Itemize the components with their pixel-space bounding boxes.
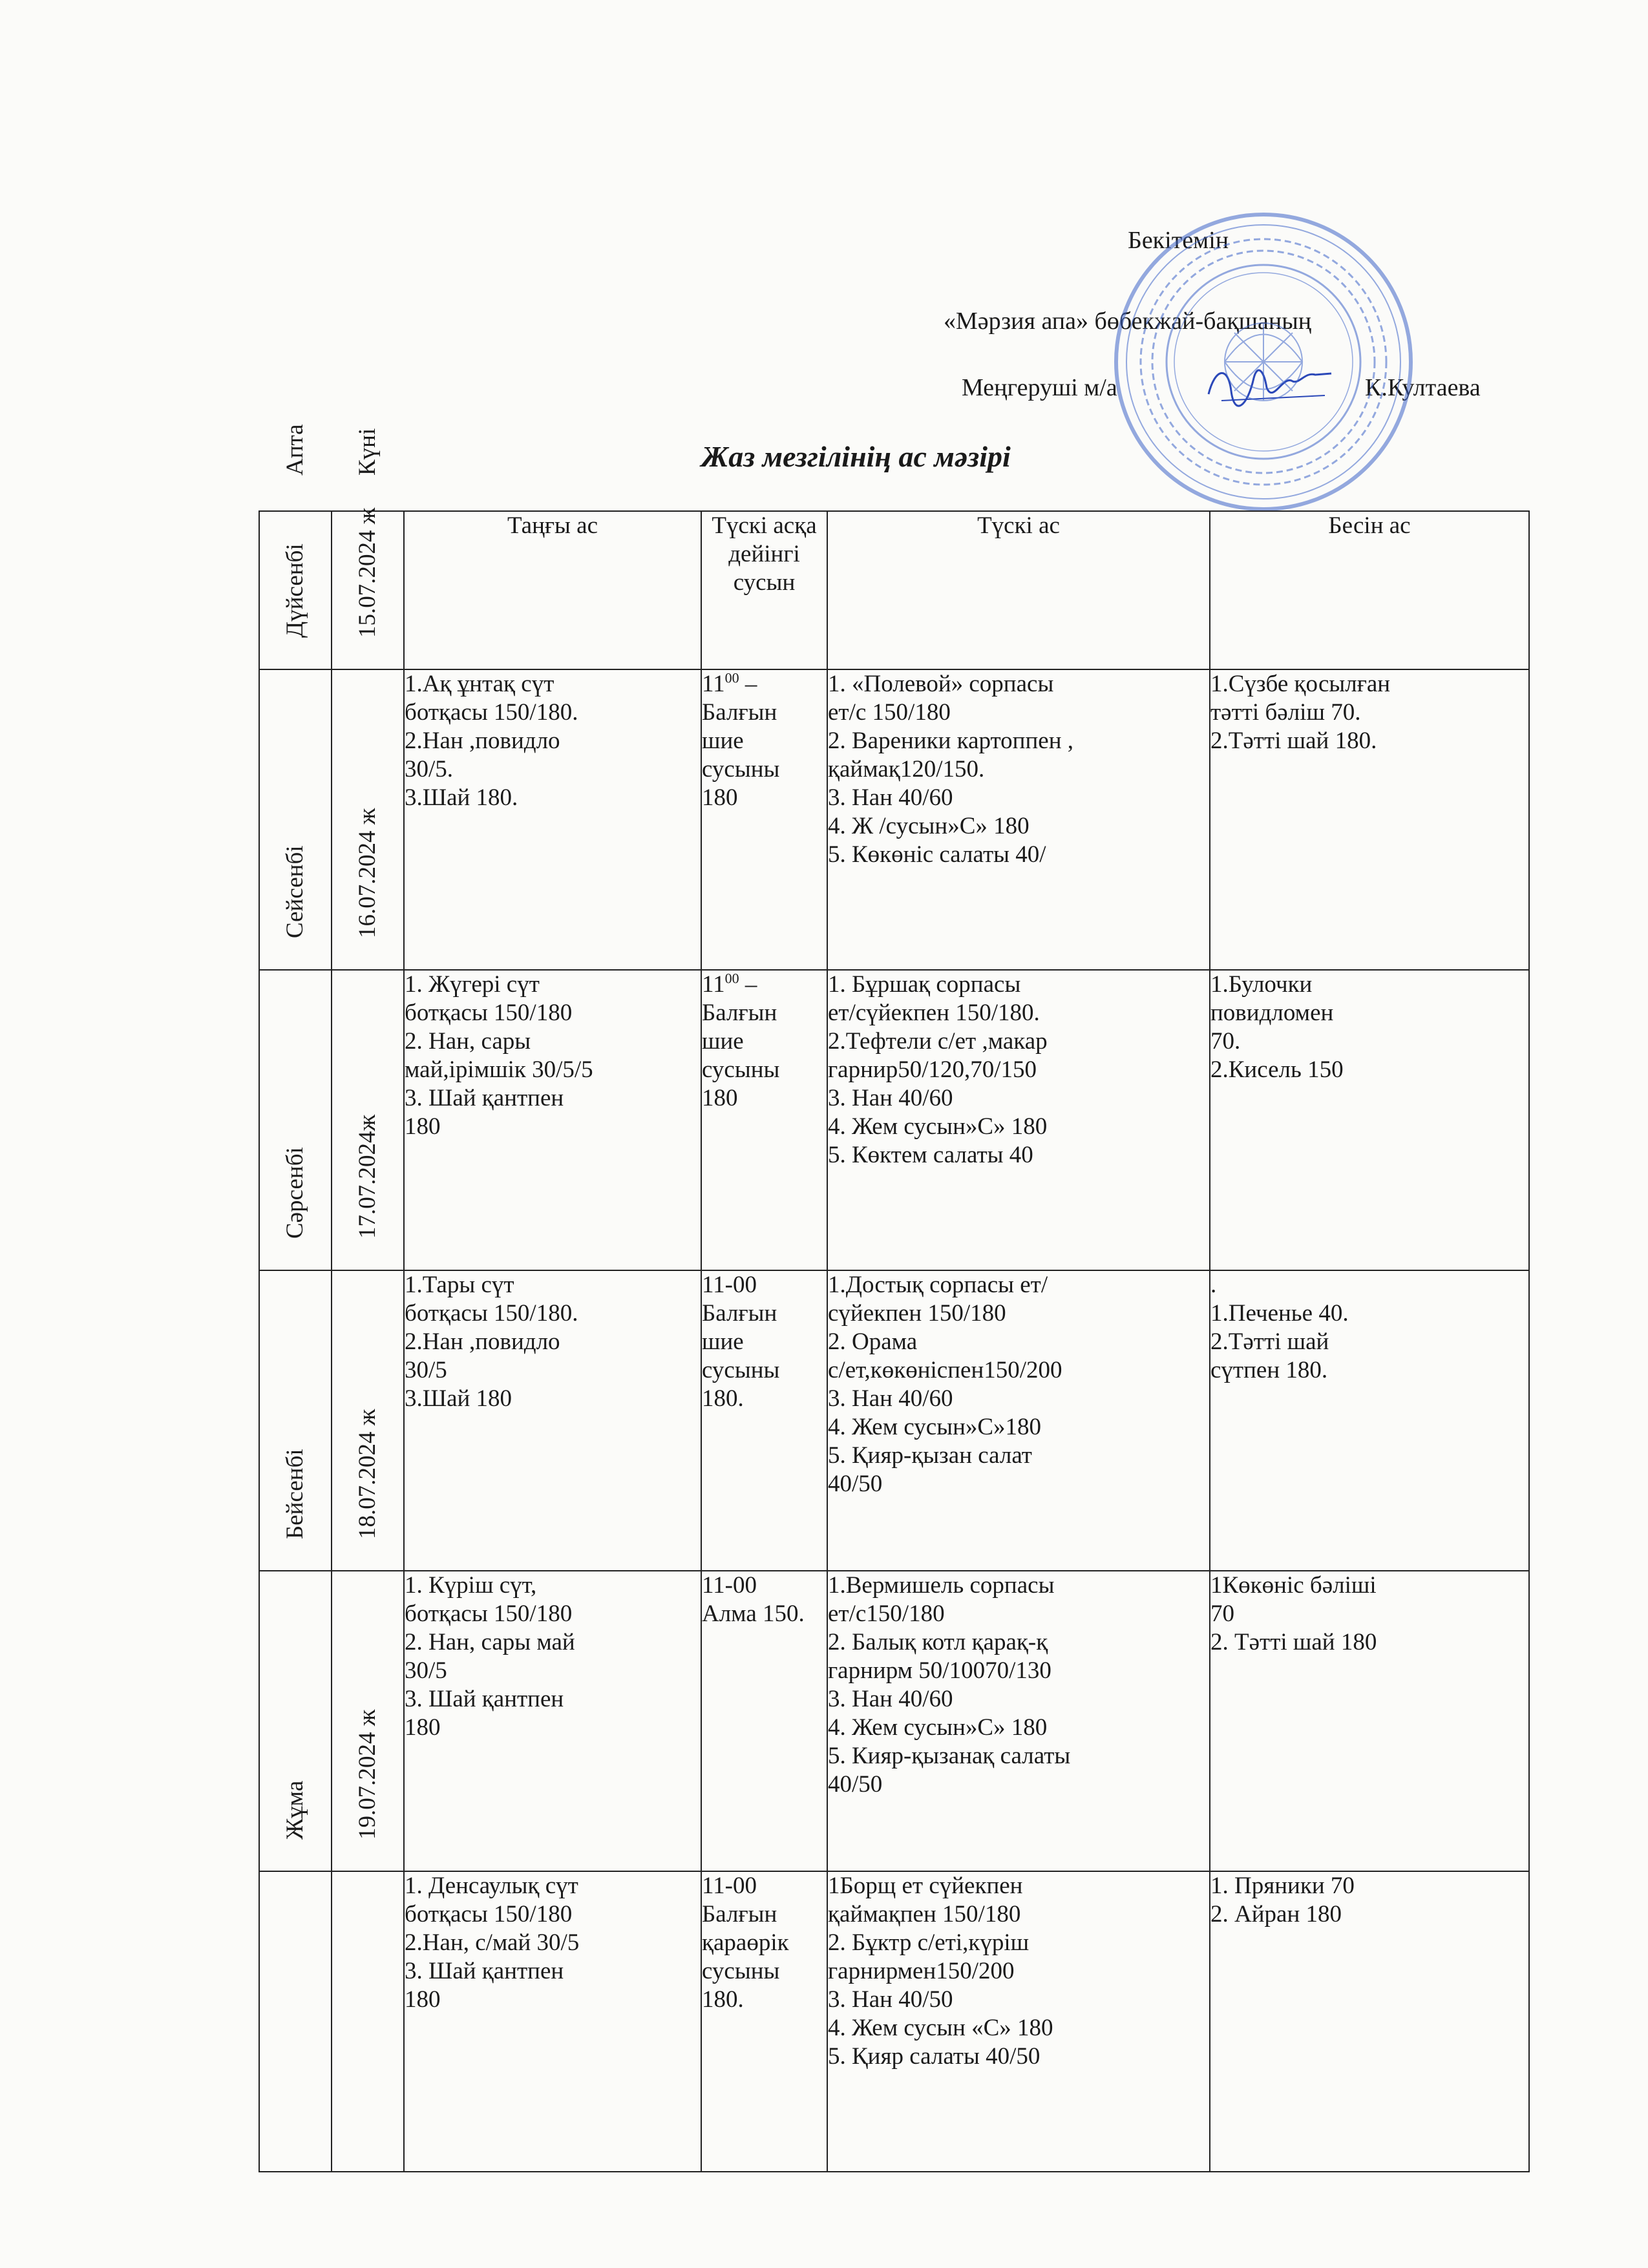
list-item: 2. Тәтті шай 180 [1210, 1629, 1377, 1655]
list-item: қараөрік [702, 1929, 789, 1956]
lunch-cell [827, 1270, 1210, 1571]
list-item: 1.Достық сорпасы ет/ [828, 1272, 1048, 1298]
list-item: 4. Жем сусын»С» 180 [828, 1113, 1048, 1140]
list-item: 3.Шай 180 [405, 1385, 512, 1412]
list-item: 3.Шай 180. [405, 784, 518, 811]
list-item: ботқасы 150/180. [405, 1300, 578, 1327]
list-item: сусыны [702, 1357, 780, 1383]
header-lunch: Түскі ас [827, 511, 1210, 669]
list-item: 180 [702, 784, 738, 811]
drink-time: 11-00 [702, 1572, 757, 1599]
drink-time: $11^{00}$ – [702, 970, 757, 998]
list-item: гарнир50/120,70/150 [828, 1056, 1037, 1083]
list-item: 3. Шай қантпен [405, 1958, 564, 1984]
list-item: 3. Нан 40/50 [828, 1986, 953, 2013]
approval-title: Бекітемін [1128, 227, 1229, 254]
list-item: сусыны [702, 1056, 780, 1083]
list-item: 3. Нан 40/60 [828, 1085, 953, 1111]
lunch-cell [827, 669, 1210, 970]
drink-cell [701, 669, 827, 970]
approval-organization: «Мәрзия апа» бөбекжай-бақшаның [944, 308, 1312, 335]
date-cell: 17.07.2024ж [332, 1270, 404, 1571]
drink-cell [701, 1270, 827, 1571]
list-item: сусыны [702, 1958, 780, 1984]
list-item: 1. Бұршақ сорпасы [828, 971, 1021, 998]
list-item: 40/50 [828, 1771, 883, 1798]
snack-cell [1210, 669, 1529, 970]
table-row [259, 669, 1529, 970]
list-item: 2. Нан, сары [405, 1028, 531, 1055]
list-item: ет/с 150/180 [828, 699, 951, 726]
snack-cell [1210, 1270, 1529, 1571]
list-item: 3. Нан 40/60 [828, 784, 953, 811]
list-item: гарнирм 50/10070/130 [828, 1657, 1051, 1684]
table-row [259, 1571, 1529, 1871]
lunch-cell [827, 1571, 1210, 1871]
list-item: 180. [702, 1986, 744, 2013]
list-item: шие [702, 1028, 744, 1055]
list-item: 1.Печенье 40. [1210, 1300, 1349, 1327]
list-item: 1. «Полевой» сорпасы [828, 671, 1054, 697]
list-item: тәтті бәліш 70. [1210, 699, 1361, 726]
lunch-cell [827, 970, 1210, 1270]
date-cell: 16.07.2024 ж [332, 970, 404, 1270]
list-item: сүйекпен 150/180 [828, 1300, 1006, 1327]
date-cell: 18.07.2024 ж [332, 1571, 404, 1871]
list-item: 1.Вермишель сорпасы [828, 1572, 1055, 1599]
date-cell: 19.07.2024 ж [332, 1871, 404, 2172]
list-item: повидломен [1210, 1000, 1334, 1026]
list-item: 2. Орама [828, 1328, 918, 1355]
list-item: сусыны [702, 756, 780, 782]
breakfast-cell [404, 1871, 701, 2172]
list-item: 1.Тары сүт [405, 1272, 514, 1298]
header-row [259, 511, 1529, 669]
list-item: 70 [1210, 1601, 1234, 1627]
list-item: 2.Нан, с/май 30/5 [405, 1929, 580, 1956]
list-item: 3. Нан 40/60 [828, 1385, 953, 1412]
drink-time: 11-00 [702, 1873, 757, 1899]
week-day-cell: Бейсенбі [259, 1571, 332, 1871]
week-day-cell: Дүйсенбі [259, 669, 332, 970]
drink-cell [701, 1871, 827, 2172]
list-item: 1. Денсаулық сүт [405, 1873, 578, 1899]
header-week: Апта [259, 511, 332, 669]
list-item: 2.Кисель 150 [1210, 1056, 1344, 1083]
week-day-cell: Жұма [259, 1871, 332, 2172]
list-item: ботқасы 150/180. [405, 699, 578, 726]
list-item: гарнирмен150/200 [828, 1958, 1015, 1984]
list-item: 5. Кияр-қызанақ салаты [828, 1743, 1071, 1769]
list-item: . [1210, 1272, 1217, 1298]
list-item: 2.Нан ,повидло [405, 1328, 560, 1355]
table-row [259, 1871, 1529, 2172]
snack-cell [1210, 970, 1529, 1270]
list-item: 180 [405, 1714, 441, 1741]
list-item: Балғын [702, 1901, 777, 1927]
list-item: 2. Айран 180 [1210, 1901, 1342, 1927]
list-item: шие [702, 728, 744, 754]
list-item: 2. Бұктр с/еті,күріш [828, 1929, 1030, 1956]
list-item: Балғын [702, 699, 777, 726]
list-item: 2. Балық котл қарақ-қ [828, 1629, 1048, 1655]
list-item: 4. Ж /сусын»С» 180 [828, 813, 1030, 839]
list-item: 1.Сүзбе қосылған [1210, 671, 1391, 697]
breakfast-cell [404, 1571, 701, 1871]
header-breakfast: Таңғы ас [404, 511, 701, 669]
header-date: Күні [332, 511, 404, 669]
approval-name: К.Култаева [1365, 374, 1481, 401]
table-row [259, 970, 1529, 1270]
list-item: май,ірімшік 30/5/5 [405, 1056, 593, 1083]
list-item: шие [702, 1328, 744, 1355]
approval-position: Меңгеруші м/а [962, 374, 1117, 401]
week-day-cell: Сейсенбі [259, 970, 332, 1270]
list-item: 1.Булочки [1210, 971, 1313, 998]
list-item: 2.Тәтті шай 180. [1210, 728, 1377, 754]
list-item: сүтпен 180. [1210, 1357, 1328, 1383]
list-item: 4. Жем сусын «С» 180 [828, 2015, 1053, 2041]
drink-time: 11-00 [702, 1272, 757, 1298]
breakfast-cell [404, 669, 701, 970]
drink-cell [701, 1571, 827, 1871]
list-item: Алма 150. [702, 1601, 805, 1627]
list-item: 4. Жем сусын»С»180 [828, 1414, 1042, 1440]
list-item: 1Көкөніс бәліші [1210, 1572, 1377, 1599]
list-item: ботқасы 150/180 [405, 1901, 573, 1927]
date-cell: 15.07.2024 ж [332, 669, 404, 970]
list-item: 3. Шай қантпен [405, 1686, 564, 1712]
header-snack: Бесін ас [1210, 511, 1529, 669]
list-item: 3. Нан 40/60 [828, 1686, 953, 1712]
list-item: 2. Вареники картоппен , [828, 728, 1074, 754]
snack-cell [1210, 1871, 1529, 2172]
list-item: 30/5 [405, 1657, 447, 1684]
table-row [259, 1270, 1529, 1571]
list-item: 1. Күріш сүт, [405, 1572, 537, 1599]
header-drink: Түскі асқа дейінгі сусын [701, 511, 827, 669]
stamp-seal [1112, 210, 1415, 514]
list-item: 180 [405, 1986, 441, 2013]
list-item: 3. Шай қантпен [405, 1085, 564, 1111]
list-item: 2.Тәтті шай [1210, 1328, 1329, 1355]
list-item: қаймақ120/150. [828, 756, 985, 782]
list-item: 30/5. [405, 756, 454, 782]
list-item: 1Борщ ет сүйекпен [828, 1873, 1023, 1899]
list-item: 2. Нан, сары май [405, 1629, 575, 1655]
lunch-cell [827, 1871, 1210, 2172]
breakfast-cell [404, 1270, 701, 1571]
list-item: ет/с150/180 [828, 1601, 945, 1627]
snack-cell [1210, 1571, 1529, 1871]
list-item: 5. Көктем салаты 40 [828, 1142, 1033, 1168]
list-item: 2.Тефтели с/ет ,макар [828, 1028, 1048, 1055]
list-item: Балғын [702, 1300, 777, 1327]
list-item: 5. Қияр салаты 40/50 [828, 2043, 1041, 2070]
list-item: қаймақпен 150/180 [828, 1901, 1021, 1927]
week-day-cell: Сәрсенбі [259, 1270, 332, 1571]
breakfast-cell [404, 970, 701, 1270]
list-item: 2.Нан ,повидло [405, 728, 560, 754]
list-item: ботқасы 150/180 [405, 1000, 573, 1026]
list-item: 70. [1210, 1028, 1241, 1055]
list-item: 5. Қияр-қызан салат [828, 1442, 1032, 1469]
list-item: 180 [702, 1085, 738, 1111]
list-item: 1.Ақ ұнтақ сүт [405, 671, 555, 697]
list-item: Балғын [702, 1000, 777, 1026]
list-item: 180. [702, 1385, 744, 1412]
list-item: 5. Көкөніс салаты 40/ [828, 841, 1046, 868]
drink-time: $11^{00}$ – [702, 669, 757, 697]
list-item: 4. Жем сусын»С» 180 [828, 1714, 1048, 1741]
drink-cell [701, 970, 827, 1270]
list-item: ет/сүйекпен 150/180. [828, 1000, 1040, 1026]
page-title: Жаз мезгілінің ас мәзірі [701, 440, 1011, 473]
list-item: с/ет,көкөніспен150/200 [828, 1357, 1062, 1383]
list-item: 180 [405, 1113, 441, 1140]
list-item: ботқасы 150/180 [405, 1601, 573, 1627]
list-item: 1. Пряники 70 [1210, 1873, 1355, 1899]
list-item: 1. Жүгері сүт [405, 971, 540, 998]
list-item: 30/5 [405, 1357, 447, 1383]
list-item: 40/50 [828, 1471, 883, 1497]
